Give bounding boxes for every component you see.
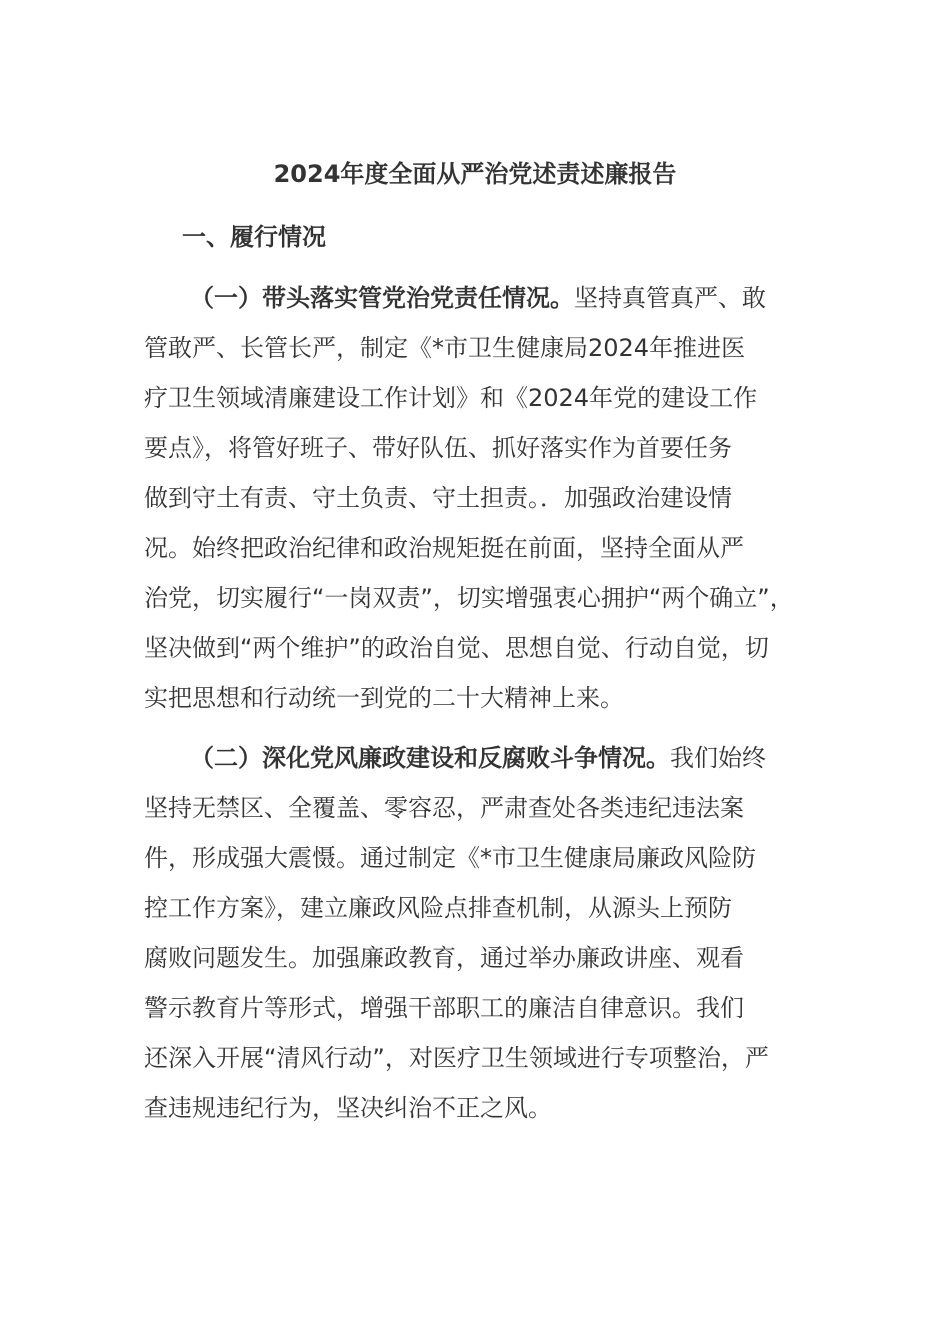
paragraph-line: 疗卫生领域清廉建设工作计划》和《2024年党的建设工作	[144, 384, 758, 412]
paragraph-text: 坚持真管真严、敢	[574, 284, 766, 312]
paragraph-line	[144, 273, 834, 323]
paragraph-2	[144, 733, 834, 1133]
paragraph-line: 坚持无禁区、全覆盖、零容忍，严肃查处各类违纪违法案	[144, 794, 744, 822]
paragraph-line	[144, 733, 834, 783]
document-title: 2024年度全面从严治党述责述廉报告	[273, 160, 677, 188]
paragraph-lead: （一）带头落实管党治党责任情况。	[190, 284, 574, 312]
paragraph-lead: （二）深化党风廉政建设和反腐败斗争情况。	[190, 744, 670, 772]
paragraph-line: 治党，切实履行“一岗双责”，切实增强衷心拥护“两个确立”，	[144, 584, 794, 612]
paragraph-line: 还深入开展“清风行动”，对医疗卫生领域进行专项整治，严	[144, 1044, 769, 1072]
paragraph-line: 腐败问题发生。加强廉政教育，通过举办廉政讲座、观看	[144, 944, 744, 972]
paragraph-line: 管敢严、长管长严，制定《*市卫生健康局2024年推进医	[144, 334, 746, 362]
paragraph-1	[144, 273, 834, 723]
paragraph-line: 实把思想和行动统一到党的二十大精神上来。	[144, 684, 624, 712]
paragraph-line: 控工作方案》，建立廉政风险点排查机制，从源头上预防	[144, 894, 732, 922]
paragraph-line: 坚决做到“两个维护”的政治自觉、思想自觉、行动自觉，切	[144, 634, 769, 662]
paragraph-line: 查违规违纪行为，坚决纠治不正之风。	[144, 1094, 552, 1122]
paragraph-line: 做到守土有责、守土负责、守土担责。．加强政治建设情	[144, 484, 732, 512]
paragraph-line: 件，形成强大震慑。通过制定《*市卫生健康局廉政风险防	[144, 844, 756, 872]
paragraph-line: 警示教育片等形式，增强干部职工的廉洁自律意识。我们	[144, 994, 744, 1022]
paragraph-line: 况。始终把政治纪律和政治规矩挺在前面，坚持全面从严	[144, 534, 744, 562]
section-heading: 一、履行情况	[182, 223, 326, 251]
paragraph-text: 我们始终	[670, 744, 766, 772]
paragraph-line: 要点》，将管好班子、带好队伍、抓好落实作为首要任务	[144, 434, 732, 462]
